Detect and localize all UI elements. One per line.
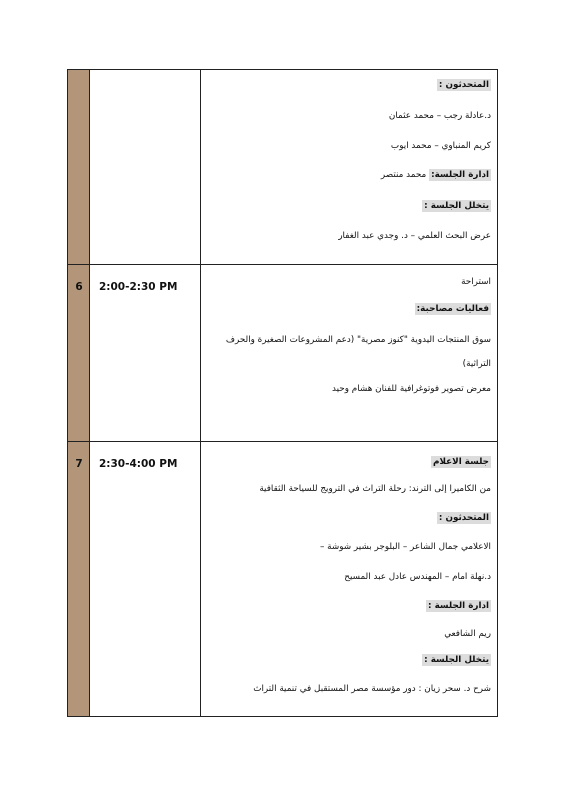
speakers-line: الاعلامي جمال الشاعر – البلوجر بشير شوشة – — [319, 542, 491, 552]
row-time: 2:00-2:30 PM — [99, 281, 178, 293]
session-topic: من الكاميرا إلى الترند: رحلة التراث في الترويج للسياحة الثقافية — [259, 484, 491, 494]
table-row — [68, 442, 497, 716]
row-number-cell — [68, 70, 90, 264]
moderator-line: ادارة الجلسة: محمد منتصر — [380, 170, 489, 180]
row-content-cell — [201, 70, 497, 264]
row-time: 2:30-4:00 PM — [99, 458, 178, 470]
speakers-line: كريم المنباوي – محمد ايوب — [390, 141, 491, 151]
row-number-cell — [68, 265, 90, 441]
row-time-cell — [90, 265, 201, 441]
row-number: 6 — [75, 281, 83, 293]
side-event-item: معرض تصوير فوتوغرافية للفنان هشام وحيد — [332, 384, 491, 394]
speakers-heading: المتحدثون : — [438, 513, 489, 523]
row-time-cell — [90, 70, 201, 264]
row-content-cell — [201, 265, 497, 441]
session-item: عرض البحث العلمي – د. وجدي عبد الغفار — [338, 231, 491, 241]
session-includes-heading: يتخلل الجلسة : — [424, 655, 489, 665]
row-number-cell — [68, 442, 90, 716]
media-session-heading: جلسة الاعلام — [433, 457, 489, 467]
side-events-heading: فعاليات مصاحبة: — [416, 304, 489, 314]
row-number: 7 — [75, 458, 83, 470]
moderator-name: ريم الشافعي — [444, 629, 491, 639]
moderator-heading: ادارة الجلسة : — [428, 601, 489, 611]
break-label: استراحة — [461, 277, 491, 287]
speakers-heading: المتحدثون : — [438, 80, 489, 90]
schedule-table — [67, 69, 498, 717]
row-time-cell — [90, 442, 201, 716]
speakers-line: د.عادلة رجب – محمد عثمان — [388, 111, 491, 121]
row-content-cell — [201, 442, 497, 716]
speakers-line: د.نهلة امام – المهندس عادل عبد المسيح — [344, 572, 491, 582]
session-item: شرح د. سحر زيان : دور مؤسسة مصر المستقبل في تنمية التراث — [253, 684, 491, 694]
side-event-item: سوق المنتجات اليدوية "كنوز مصرية" (دعم المشروعات الصغيرة والحرف التراثية) — [225, 335, 491, 369]
table-row — [68, 70, 497, 265]
table-row — [68, 265, 497, 442]
session-includes-heading: يتخلل الجلسة : — [424, 201, 489, 211]
